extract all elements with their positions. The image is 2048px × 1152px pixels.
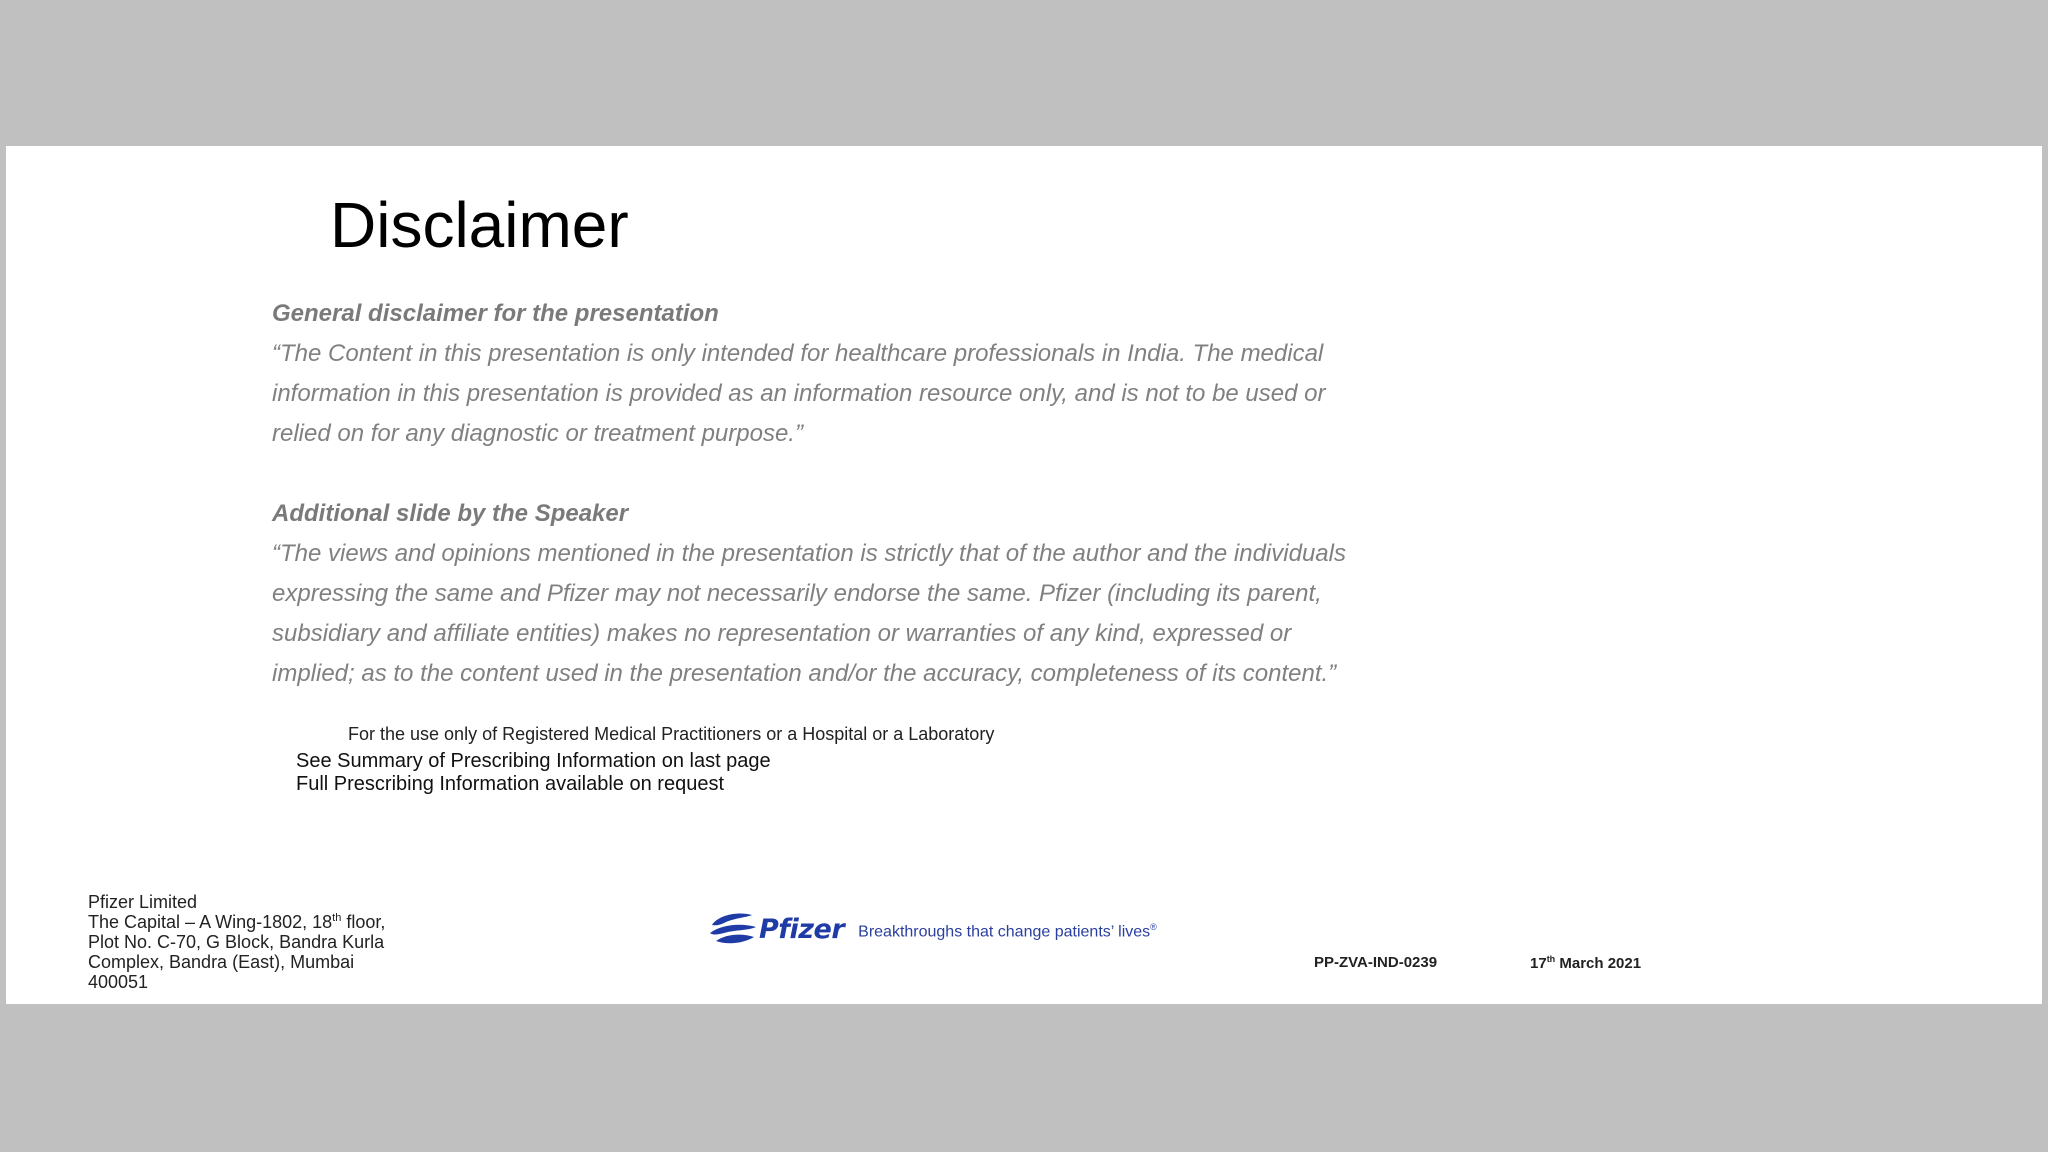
speaker-disclaimer-body [272,534,1652,694]
date-suffix: th [1546,954,1556,964]
tagline-text: Breakthroughs that change patients’ lives [858,923,1151,941]
general-disclaimer-heading: General disclaimer for the presentation [272,300,719,327]
speaker-disclaimer-heading: Additional slide by the Speaker [272,500,629,527]
date-day: 17 [1530,955,1547,972]
speaker-disclaimer-line: subsidiary and affiliate entities) makes no representation or warranties of any kind, expressed or [272,620,1292,647]
speaker-disclaimer-line: “The views and opinions mentioned in the presentation is strictly that of the author and the individuals [272,540,1346,567]
pfizer-wordmark: Pfizer [759,913,845,945]
address-line: 400051 [88,972,149,992]
use-only-notice: For the use only of Registered Medical Practitioners or a Hospital or a Laboratory [348,724,995,744]
slide-title: Disclaimer [330,189,629,261]
general-disclaimer-line: “The Content in this presentation is only intended for healthcare professionals in India. The medical [272,340,1324,367]
prescribing-summary-text: See Summary of Prescribing Information on last page [296,750,771,772]
slide [6,146,2042,1004]
speaker-disclaimer-section [272,494,1652,694]
prescribing-info [296,750,771,796]
general-disclaimer-line: information in this presentation is provided as an information resource only, and is not to be used or [272,380,1326,407]
address-line: Plot No. C-70, G Block, Bandra Kurla [88,932,385,952]
general-disclaimer-section [272,294,1652,454]
general-disclaimer-line: relied on for any diagnostic or treatment purpose.” [272,420,803,447]
address-line-part: The Capital – A Wing-1802, 18 [88,912,333,932]
date-rest: March 2021 [1555,955,1642,972]
address-line-part: floor, [341,912,386,932]
address-line [88,912,385,932]
speaker-disclaimer-line: implied; as to the content used in the presentation and/or the accuracy, completeness of its content.” [272,660,1337,687]
general-disclaimer-body [272,334,1652,454]
document-date [1530,954,1641,972]
address-line: Complex, Bandra (East), Mumbai [88,952,355,972]
speaker-disclaimer-line: expressing the same and Pfizer may not necessarily endorse the same. Pfizer (including its parent, [272,580,1322,607]
company-address [88,892,385,992]
registered-mark: ® [1150,922,1157,933]
document-code: PP-ZVA-IND-0239 [1314,954,1438,971]
pfizer-tagline [858,922,1157,941]
pfizer-logo [708,909,1157,949]
prescribing-full-text: Full Prescribing Information available on request [296,773,724,795]
address-ordinal: th [332,912,342,924]
address-company: Pfizer Limited [88,892,198,912]
pfizer-swoosh-icon [708,909,758,949]
